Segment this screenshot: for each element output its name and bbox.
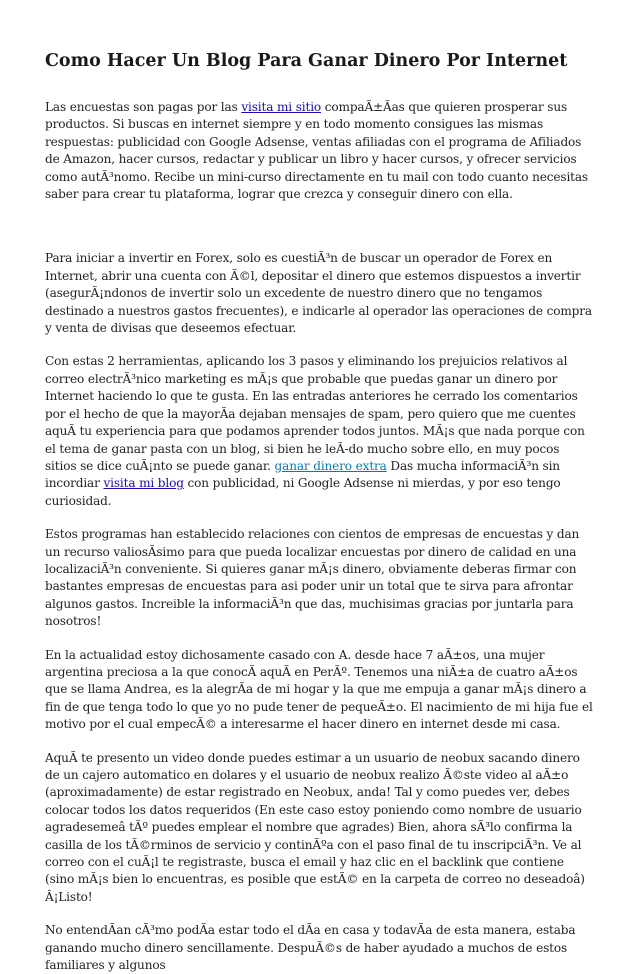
- visita-mi-blog-link[interactable]: visita mi blog: [103, 476, 184, 491]
- paragraph-7: No entendÃan cÃ³mo podÃa estar todo el dÃa en casa y todavÃa de esta manera, estaba ganando mucho dinero sencillamente. DespuÃ©s de haber ayudado a muchos de estos familiares y algunos: [45, 923, 576, 973]
- paragraph-3: [45, 353, 593, 510]
- visita-mi-sitio-link[interactable]: visita mi sitio: [241, 100, 322, 114]
- paragraph-2: Para iniciar a invertir en Forex, solo es cuestiÃ³n de buscar un operador de Forex en Internet, abrir una cuenta con Ã©l, depositar el dinero que estemos dispuestos a invertir (asegurÃ¡ndonos de invertir solo un excedente de nuestro dinero que no tengamos destinado a nuestros gastos frecuentes), e indicarle al operador las operaciones de compra y venta de divisas que deseemos efectuar.: [45, 251, 592, 336]
- paragraph-3-text-b: Das mucha informaciÃ³n sin incordiar: [45, 458, 560, 491]
- paragraph-6: AquÃ te presento un video donde puedes estimar a un usuario de neobux sacando dinero de un cajero automatico en dolares y el usuario de neobux realizo Ã©ste video al aÃ±o (aproximadamente) de estar registrado en Neobux, anda! Tal y como puedes ver, debes colocar todos los datos requeridos (En este caso estoy poniendo como nombre de usuario agradesemeâ tÃº puedes emplear el nombre que agrades) Bien, ahora sÃ³lo confirma la casilla de los tÃ©rminos de servicio y continÃºa con el paso final de tu inscripciÃ³n. Ve al correo con el cuÃ¡l te registraste, busca el email y haz clic en el backlink que contiene (sino mÃ¡s bien lo encuentras, es posible que estÃ© en la carpeta de correo no deseadoâ) Â¡Listo!: [45, 750, 585, 904]
- paragraph-5: En la actualidad estoy dichosamente casado con A. desde hace 7 aÃ±os, una mujer argentina preciosa a la que conocÃ aquÃ en PerÃº. Tenemos una niÃ±a de cuatro aÃ±os que se llama Andrea, es la alegrÃa de mi hogar y la que me empuja a ganar mÃ¡s dinero a fin de que tenga todo lo que yo no pude tener de pequeÃ±o. El nacimiento de mi hija fue el motivo por el cual empecÃ© a interesarme el hacer dinero en internet desde mi casa.: [45, 647, 593, 732]
- page-title: Como Hacer Un Blog Para Ganar Dinero Por Internet: [45, 51, 568, 71]
- paragraph-3-text-a: Con estas 2 herramientas, aplicando los 3 pasos y eliminando los prejuicios relativos al correo electrÃ³nico marketing es mÃ¡s que probable que puedas ganar un dinero por Internet haciendo lo que te gusta. En las entradas anteriores he cerrado los comentarios por el hecho de que la mayorÃa dejaban mensajes de spam, pero quiero que me cuentes aquÃ tu experiencia para que podamos aprender todos juntos. MÃ¡s que nada porque con el tema de ganar pasta con un blog, si bien he leÃ-do mucho sobre ello, en muy pocos sitios se dice cuÃ¡nto se puede ganar.: [45, 354, 585, 473]
- paragraph-1-text-a: Las encuestas son pagas por las: [45, 100, 242, 114]
- paragraph-3-text-c: con publicidad, ni Google Adsense ni mierdas, y por eso tengo curiosidad.: [45, 476, 561, 508]
- ganar-dinero-extra-link[interactable]: ganar dinero extra: [274, 458, 387, 473]
- section-spacer: [45, 219, 593, 250]
- paragraph-1-text-b: compaÃ±Ãas que quieren prosperar sus productos. Si buscas en internet siempre y en todo momento consigues las mismas respuestas: publicidad con Google Adsense, ventas afiliadas con el programa de Afiliados de Amazon, hacer cursos, redactar y publicar un libro y hacer cursos, y ofrecer servicios como autÃ³nomo. Recibe un mini-curso directamente en tu mail con todo cuanto necesitas saber para crear tu plataforma, lograr que crezca y conseguir dinero con ella.: [45, 100, 588, 202]
- paragraph-4: Estos programas han establecido relaciones con cientos de empresas de encuestas y dan un recurso valiosÃsimo para que pueda localizar encuestas por dinero de calidad en una localizaciÃ³n conveniente. Si quieres ganar mÃ¡s dinero, obviamente deberas firmar con bastantes empresas de encuestas para asi poder unir un total que te sirva para afrontar algunos gastos. Increible la informaciÃ³n que das, muchisimas gracias por juntarla para nosotros!: [45, 527, 580, 629]
- paragraph-1: [45, 99, 593, 203]
